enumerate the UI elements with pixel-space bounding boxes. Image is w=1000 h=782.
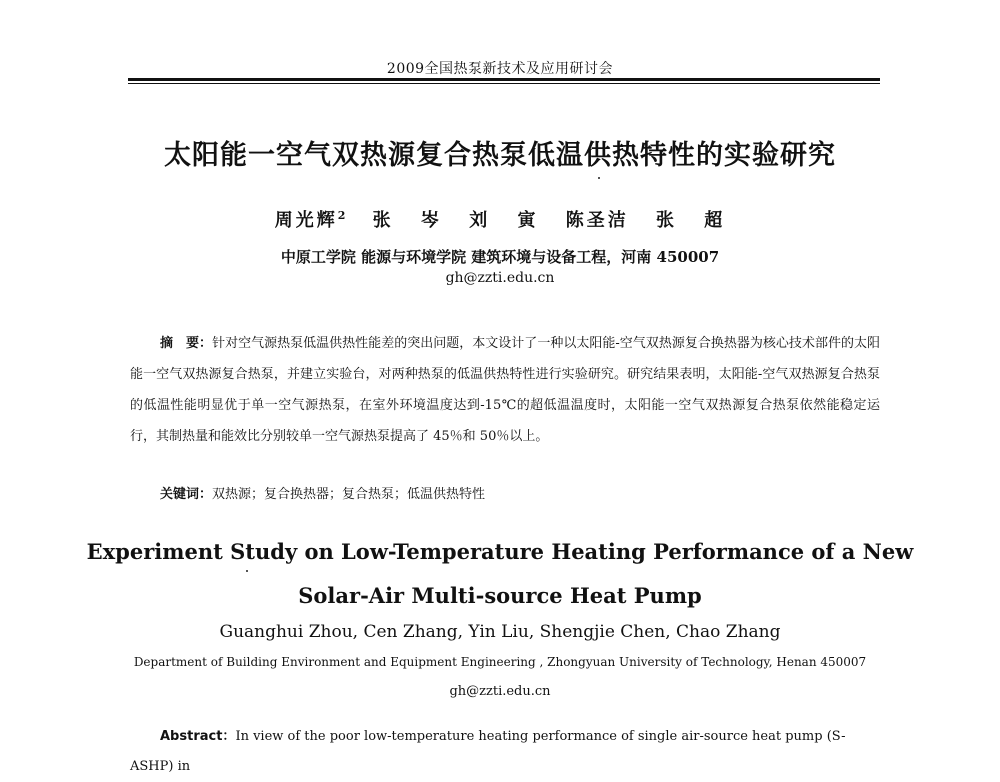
author-superscript: 2 [337, 209, 346, 222]
chinese-first-author: 周光辉 [274, 210, 338, 231]
english-authors: Guanghui Zhou, Cen Zhang, Yin Liu, Shengjie Chen, Chao Zhang [219, 622, 781, 642]
english-abstract [130, 722, 880, 782]
header-rule-thick [128, 78, 880, 81]
chinese-authors [0, 206, 1000, 232]
chinese-affiliation: 中原工学院 能源与环境学院 建筑环境与设备工程，河南 450007 [280, 248, 720, 266]
english-title-line-1: Experiment Study on Low-Temperature Heating Performance of a New [86, 539, 914, 564]
chinese-other-authors: 张 岑 刘 寅 陈圣洁 张 超 [345, 210, 726, 231]
chinese-abstract [130, 328, 880, 452]
english-abstract-text: In view of the poor low-temperature heating performance of single air-source heat pump (S-ASHP) in [130, 729, 846, 774]
english-email: gh@zzti.edu.cn [449, 684, 551, 699]
conference-header: 2009全国热泵新技术及应用研讨会 [386, 61, 614, 77]
chinese-email: gh@zzti.edu.cn [445, 270, 555, 286]
chinese-keywords-label: 关键词： [160, 487, 213, 502]
english-title [0, 530, 1000, 618]
chinese-keywords [160, 483, 880, 502]
english-abstract-label: Abstract： [160, 729, 236, 744]
english-title-line-2: Solar-Air Multi-source Heat Pump [298, 583, 702, 608]
chinese-abstract-label: 摘 要： [160, 336, 213, 351]
scan-speck [598, 177, 600, 179]
chinese-abstract-text: 针对空气源热泵低温供热性能差的突出问题，本文设计了一种以太阳能-空气双热源复合换热器为核心技术部件的太阳能一空气双热源复合热泵，并建立实验台，对两种热泵的低温供热特性进行实验研究。研究结果表明，太阳能-空气双热源复合热泵的低温性能明显优于单一空气源热泵，在室外环境温度达到-15℃的超低温温度时，太阳能一空气双热源复合热泵依然能稳定运行，其制热量和能效比分别较单一空气源热泵提高了 45％和 50％以上。 [130, 336, 880, 444]
chinese-keywords-text: 双热源；复合换热器；复合热泵；低温供热特性 [212, 487, 486, 502]
scan-speck [246, 570, 248, 572]
english-affiliation: Department of Building Environment and Equipment Engineering , Zhongyuan University of Technology, Henan 450007 [133, 655, 867, 669]
header-rule-thin [128, 83, 880, 84]
chinese-title: 太阳能一空气双热源复合热泵低温供热特性的实验研究 [164, 140, 836, 171]
